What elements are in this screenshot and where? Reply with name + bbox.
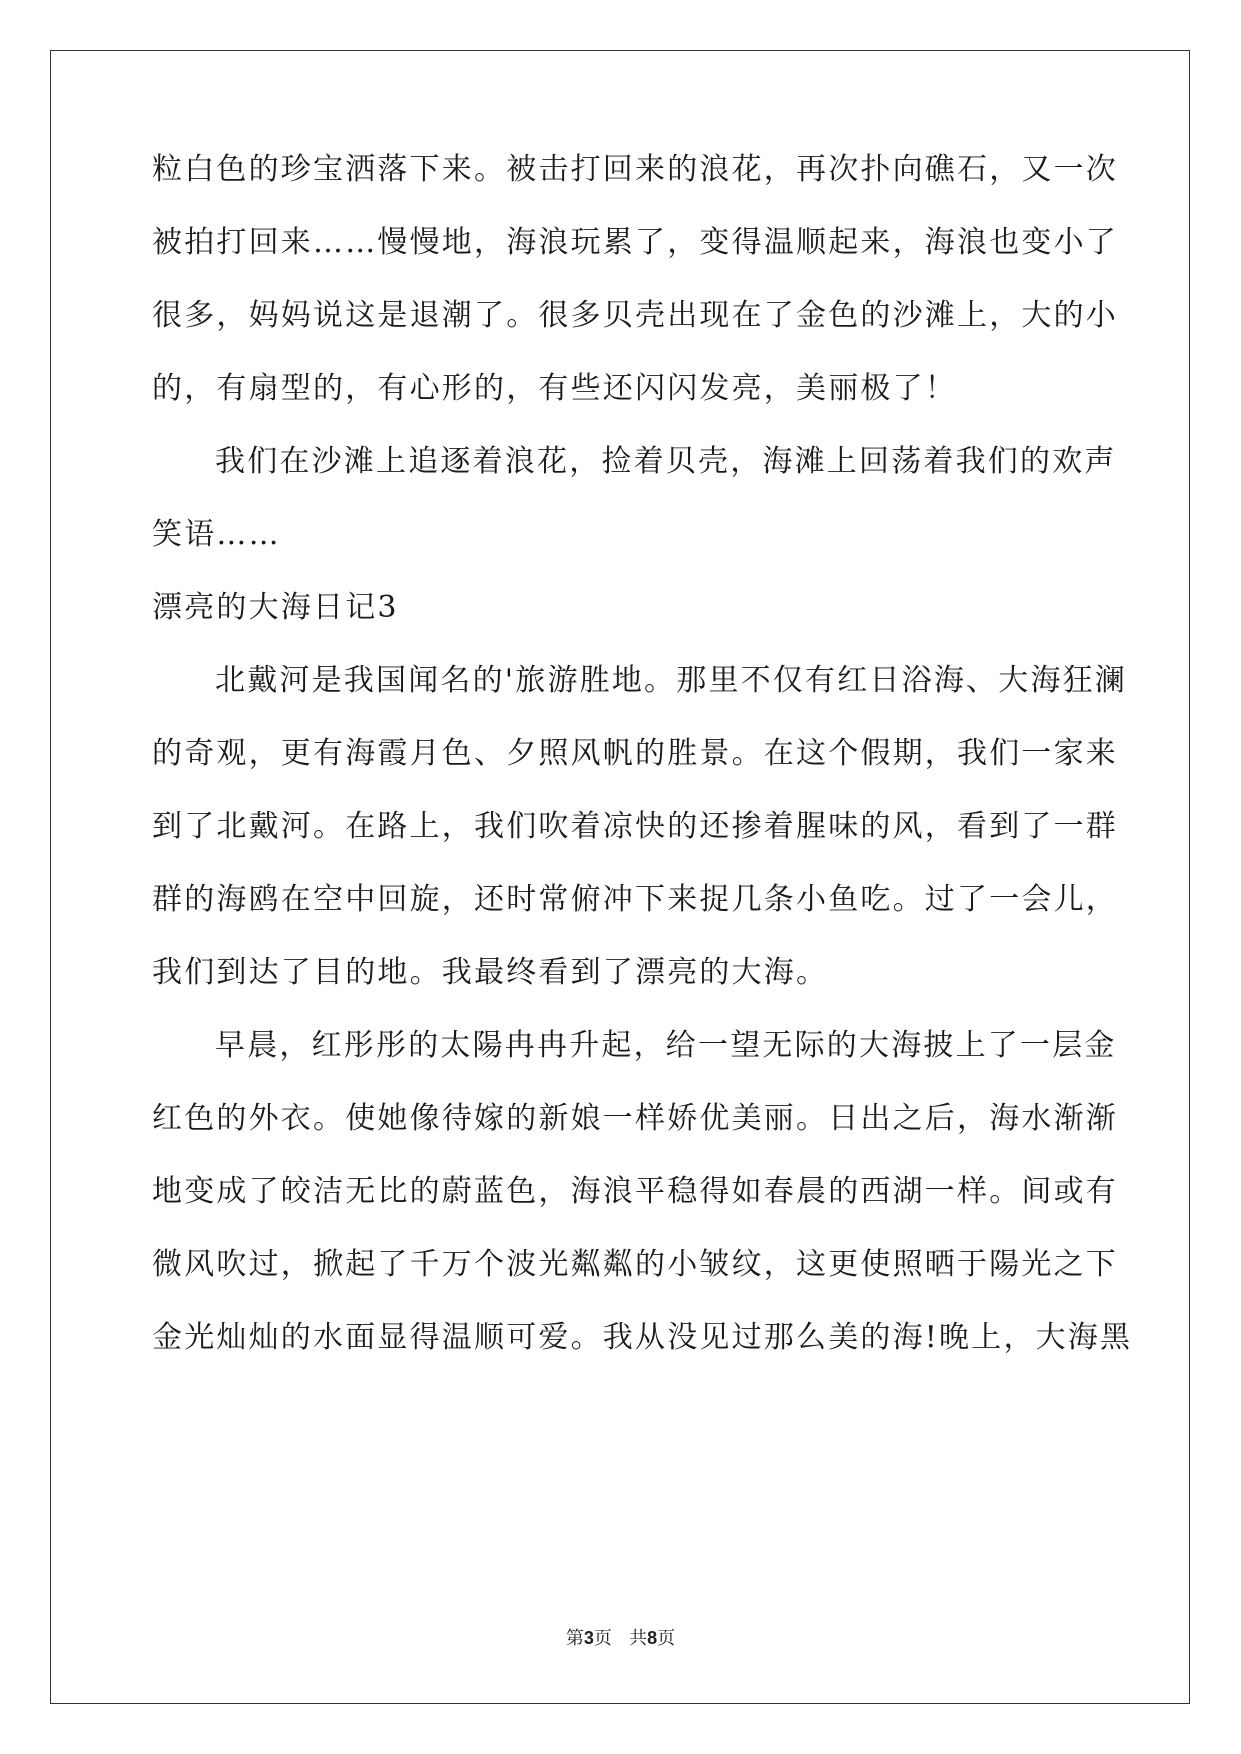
text-line: 红色的外衣。使她像待嫁的新娘一样娇优美丽。日出之后，海水渐渐 — [152, 1101, 1118, 1136]
text-line: 粒白色的珍宝洒落下来。被击打回来的浪花，再次扑向礁石，又一次 — [152, 152, 1118, 187]
paragraph-first-line: 我们在沙滩上追逐着浪花，捡着贝壳，海滩上回荡着我们的欢声 — [215, 444, 1117, 479]
text-line: 微风吹过，掀起了千万个波光粼粼的小皱纹，这更使照晒于陽光之下 — [152, 1247, 1118, 1282]
footer-page-suffix: 页 — [593, 1628, 612, 1649]
footer-page-prefix: 第 — [565, 1628, 584, 1649]
paragraph-first-line: 北戴河是我国闻名的'旅游胜地。那里不仅有红日浴海、大海狂澜 — [215, 663, 1128, 698]
text-line: 很多，妈妈说这是退潮了。很多贝壳出现在了金色的沙滩上，大的小 — [152, 298, 1118, 333]
text-line: 笑语…… — [152, 517, 281, 552]
page-footer — [0, 1624, 1241, 1650]
text-line: 我们到达了目的地。我最终看到了漂亮的大海。 — [152, 955, 829, 990]
text-line: 到了北戴河。在路上，我们吹着凉快的还掺着腥味的风，看到了一群 — [152, 809, 1118, 844]
paragraph-first-line: 早晨，红彤彤的太陽冉冉升起，给一望无际的大海披上了一层金 — [215, 1028, 1117, 1063]
footer-page-number: 3 — [583, 1628, 594, 1648]
text-line: 的，有扇型的，有心形的，有些还闪闪发亮，美丽极了！ — [152, 371, 957, 406]
text-line: 群的海鸥在空中回旋，还时常俯冲下来捉几条小鱼吃。过了一会儿， — [152, 882, 1118, 917]
footer-total-prefix: 共 — [629, 1628, 648, 1649]
section-heading: 漂亮的大海日记3 — [152, 590, 399, 625]
text-line: 地变成了皎洁无比的蔚蓝色，海浪平稳得如春晨的西湖一样。间或有 — [152, 1174, 1118, 1209]
text-line: 金光灿灿的水面显得温顺可爱。我从没见过那么美的海!晚上，大海黑 — [152, 1320, 1133, 1355]
text-line: 的奇观，更有海霞月色、夕照风帆的胜景。在这个假期，我们一家来 — [152, 736, 1118, 771]
footer-total-suffix: 页 — [657, 1628, 676, 1649]
text-line: 被拍打回来……慢慢地，海浪玩累了，变得温顺起来，海浪也变小了 — [152, 225, 1118, 260]
footer-total-number: 8 — [647, 1628, 658, 1648]
